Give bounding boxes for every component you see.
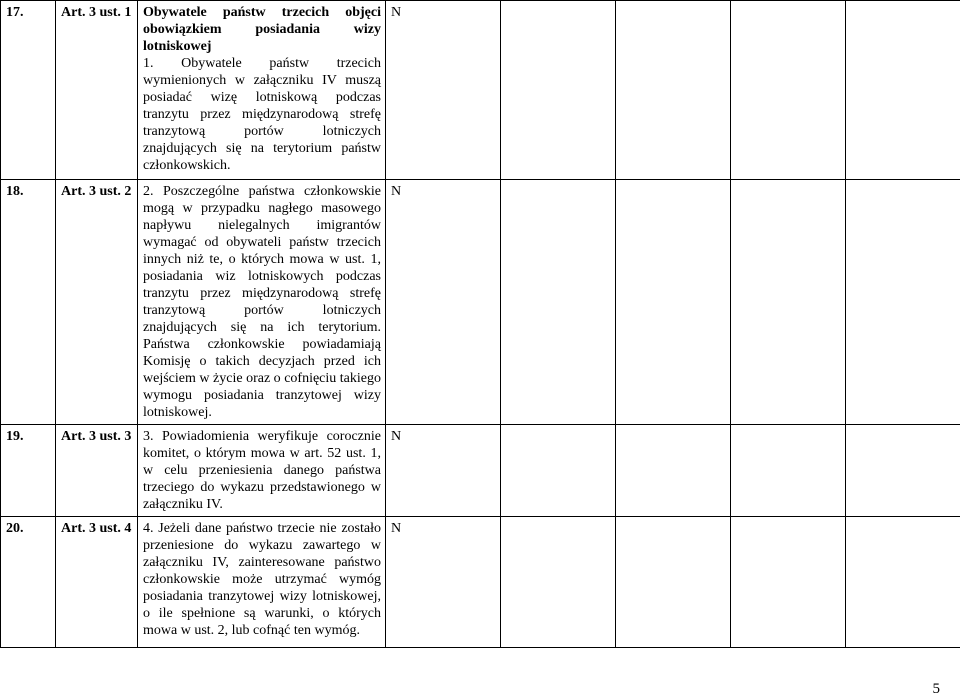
empty-cell xyxy=(846,1,960,180)
implementation-flag: N xyxy=(386,425,501,517)
implementation-flag: N xyxy=(386,517,501,648)
row-number: 17. xyxy=(1,1,56,180)
table-row xyxy=(1,425,960,517)
row-number: 20. xyxy=(1,517,56,648)
article-reference: Art. 3 ust. 1 xyxy=(56,1,138,180)
provision-text: 4. Jeżeli dane państwo trzecie nie zostało przeniesione do wykazu zawartego w załączniku IV, zainteresowane państwo członkowskie może utrzymać wymóg posiadania tranzytowej wizy lotniskowej, o ile spełnione są warunki, o których mowa w ust. 2, lub cofnąć ten wymóg. xyxy=(143,521,381,638)
empty-cell xyxy=(846,180,960,425)
empty-cell xyxy=(846,517,960,648)
table-row xyxy=(1,517,960,648)
provision-text: 3. Powiadomienia weryfikuje corocznie komitet, o którym mowa w art. 52 ust. 1, w celu przeniesienia danego państwa trzeciego do wykazu przedstawionego w załączniku IV. xyxy=(143,429,381,512)
empty-cell xyxy=(846,425,960,517)
empty-cell xyxy=(501,180,616,425)
provision-text: 1. Obywatele państw trzecich wymienionych w załączniku IV muszą posiadać wizę lotniskową podczas tranzytu przez międzynarodową strefę tranzytową portów lotniczych znajdujących się na terytorium państw członkowskich. xyxy=(143,56,381,173)
row-number: 19. xyxy=(1,425,56,517)
provision-text-cell xyxy=(138,180,386,425)
empty-cell xyxy=(501,425,616,517)
provision-text-cell xyxy=(138,517,386,648)
empty-cell xyxy=(731,1,846,180)
empty-cell xyxy=(616,517,731,648)
page-number: 5 xyxy=(932,681,940,697)
empty-cell xyxy=(731,180,846,425)
row-number: 18. xyxy=(1,180,56,425)
article-reference: Art. 3 ust. 3 xyxy=(56,425,138,517)
empty-cell xyxy=(501,517,616,648)
implementation-flag: N xyxy=(386,180,501,425)
provision-text-cell xyxy=(138,1,386,180)
empty-cell xyxy=(731,517,846,648)
empty-cell xyxy=(616,1,731,180)
table-row xyxy=(1,1,960,180)
article-reference: Art. 3 ust. 2 xyxy=(56,180,138,425)
table-row xyxy=(1,180,960,425)
article-reference: Art. 3 ust. 4 xyxy=(56,517,138,648)
empty-cell xyxy=(731,425,846,517)
provision-text-cell xyxy=(138,425,386,517)
provision-title: Obywatele państw trzecich objęci obowiązkiem posiadania wizy lotniskowej xyxy=(143,5,381,54)
empty-cell xyxy=(501,1,616,180)
empty-cell xyxy=(616,180,731,425)
implementation-flag: N xyxy=(386,1,501,180)
provision-text: 2. Poszczególne państwa członkowskie mogą w przypadku nagłego masowego napływu nielegalnych imigrantów wymagać od obywateli państw trzecich innych niż te, o których mowa w ust. 1, posiadania wiz lotniskowych podczas tranzytu przez międzynarodową strefę tranzytową portów lotniczych znajdujących się na ich terytorium. Państwa członkowskie powiadamiają Komisję o takich decyzjach przed ich wejściem w życie oraz o cofnięciu takiego wymogu posiadania tranzytowej wizy lotniskowej. xyxy=(143,184,381,420)
empty-cell xyxy=(616,425,731,517)
